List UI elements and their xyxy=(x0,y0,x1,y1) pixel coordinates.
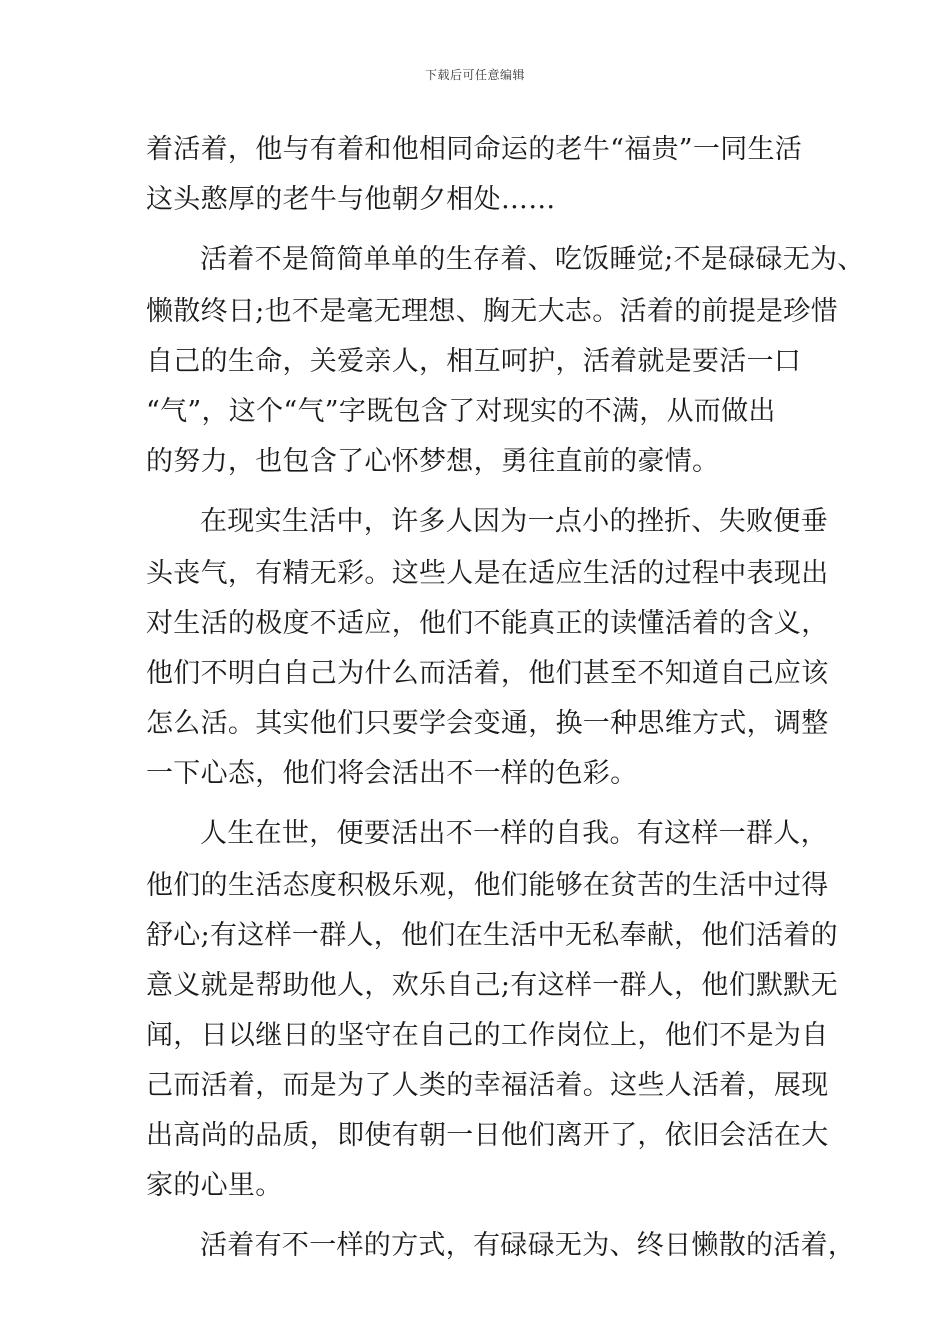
paragraph-line: 舒心;有这样一群人，他们在生活中无私奉献，他们活着的 xyxy=(146,920,838,951)
paragraph-line: “气”，这个“气”字既包含了对现实的不满，从而做出 xyxy=(146,396,776,427)
paragraph-first-line-text: 在现实生活中，许多人因为一点小的挫折、失败便垂 xyxy=(200,506,828,537)
paragraph-line: 他们的生活态度积极乐观，他们能够在贫苦的生活中过得 xyxy=(146,870,829,901)
paragraph-line: 着活着，他与有着和他相同命运的老牛“福贵”一同生活 xyxy=(146,134,803,165)
paragraph-line: 自己的生命，关爱亲人，相互呵护，活着就是要活一口 xyxy=(146,346,802,377)
paragraph-first-line-text: 活着有不一样的方式，有碌碌无为、终日懒散的活着， xyxy=(200,1230,856,1261)
paragraph-line: 他们不明白自己为什么而活着，他们甚至不知道自己应该 xyxy=(146,658,829,689)
paragraph-line: 的努力，也包含了心怀梦想，勇往直前的豪情。 xyxy=(146,446,720,477)
paragraph-line: 头丧气，有精无彩。这些人是在适应生活的过程中表现出 xyxy=(146,558,829,589)
paragraph-line xyxy=(146,802,836,864)
paragraph-line: 一下心态，他们将会活出不一样的色彩。 xyxy=(146,758,638,789)
paragraph-line: 对生活的极度不适应，他们不能真正的读懂活着的含义， xyxy=(146,608,829,639)
paragraph-first-line-text: 活着不是简简单单的生存着、吃饭睡觉;不是碌碌无为、 xyxy=(200,244,865,275)
paragraph-line: 闻，日以继日的坚守在自己的工作岗位上，他们不是为自 xyxy=(146,1020,829,1051)
paragraph-line: 怎么活。其实他们只要学会变通，换一种思维方式，调整 xyxy=(146,708,829,739)
paragraph-line xyxy=(146,1214,856,1276)
paragraph-line: 这头憨厚的老牛与他朝夕相处…… xyxy=(146,184,556,215)
paragraph-line: 己而活着，而是为了人类的幸福活着。这些人活着，展现 xyxy=(146,1070,829,1101)
paragraph-line: 懒散终日;也不是毫无理想、胸无大志。活着的前提是珍惜 xyxy=(146,296,838,327)
paragraph-line xyxy=(146,228,865,290)
paragraph-line: 家的心里。 xyxy=(146,1170,283,1201)
paragraph-first-line-text: 人生在世，便要活出不一样的自我。有这样一群人， xyxy=(200,818,828,849)
paragraph-line: 意义就是帮助他人，欢乐自己;有这样一群人，他们默默无 xyxy=(146,970,838,1001)
page-header-note: 下载后可任意编辑 xyxy=(424,68,525,82)
paragraph-line: 出高尚的品质，即使有朝一日他们离开了，依旧会活在大 xyxy=(146,1120,829,1151)
document-body xyxy=(146,128,865,1276)
paragraph-line xyxy=(146,490,836,552)
